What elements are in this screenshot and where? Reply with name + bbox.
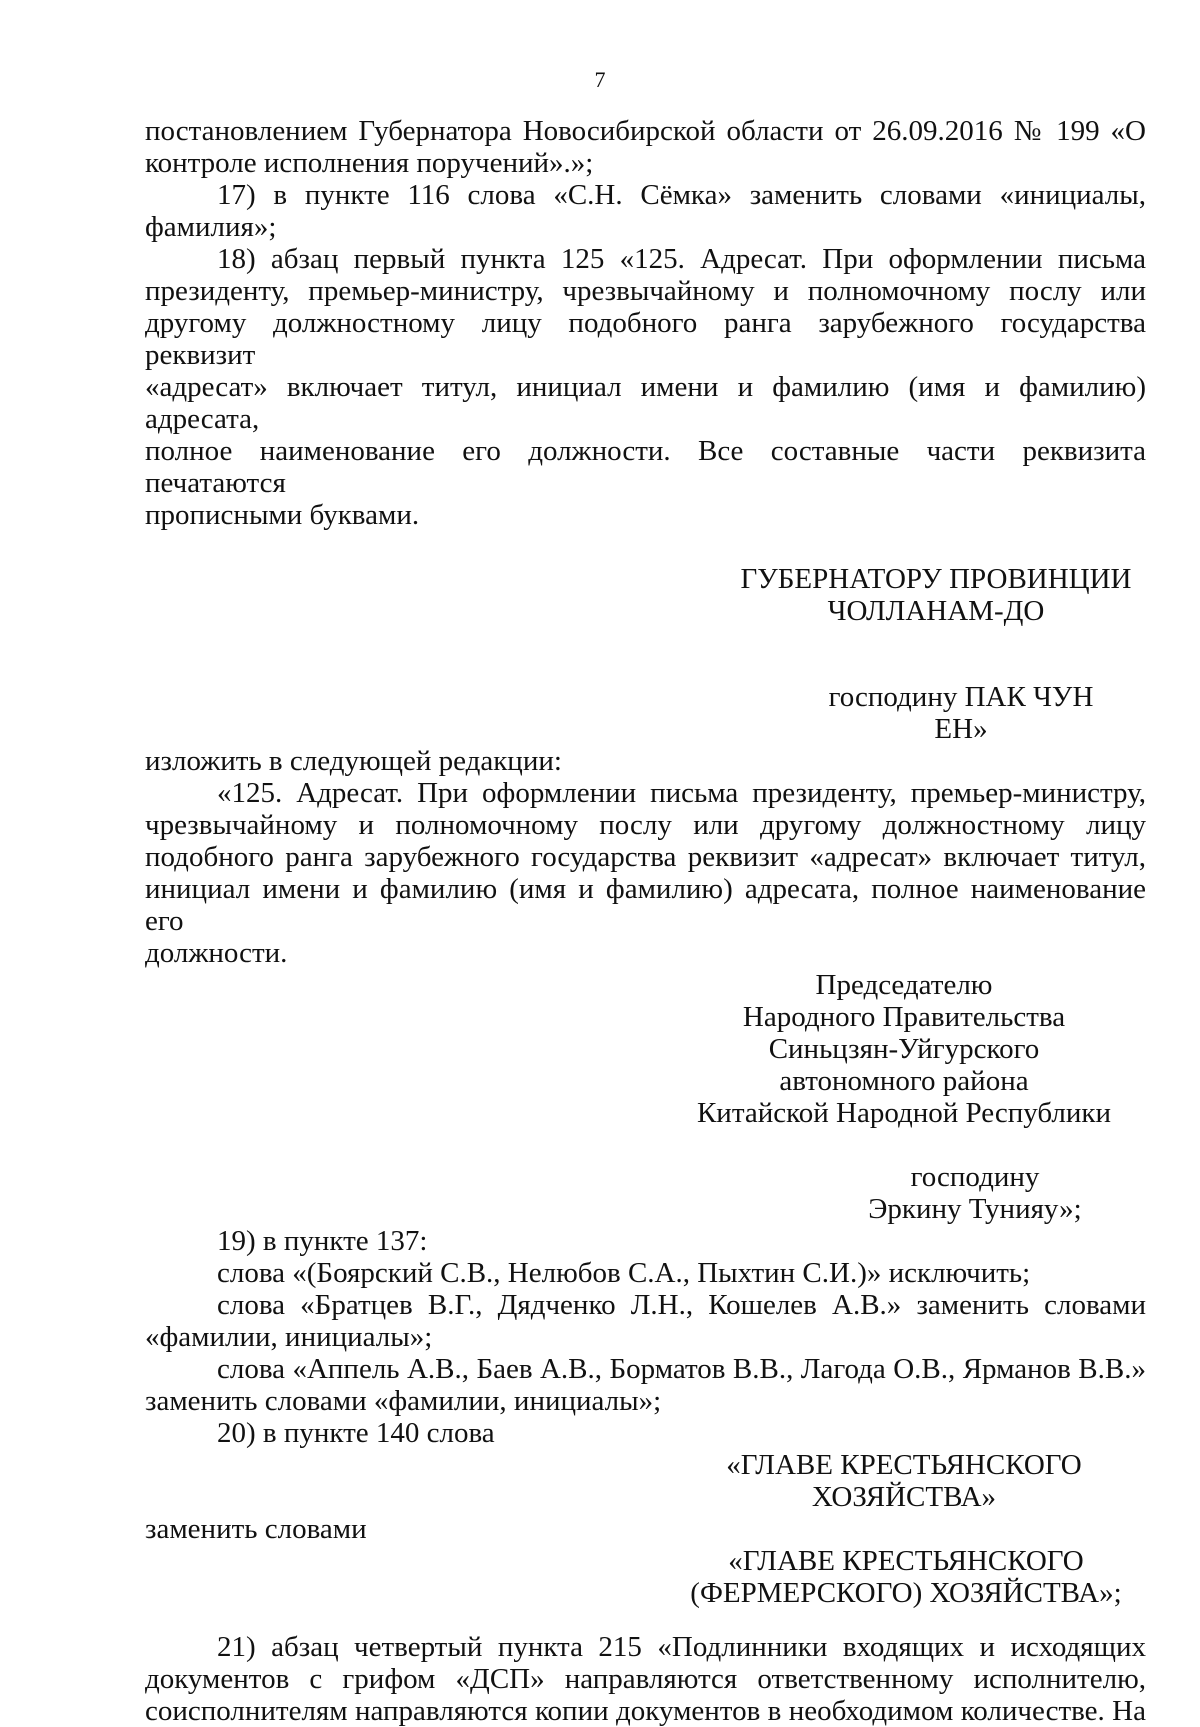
paragraph-line: контроле исполнения поручений».»; [145,147,594,179]
addressee-line: господину ПАК ЧУН ЕН» [828,681,1094,745]
addressee-line: господину [910,1161,1040,1193]
paragraph-line: документов с грифом «ДСП» направляются ответственному исполнителю, [145,1663,1146,1695]
paragraph-line: другому должностному лицу подобного ранга зарубежного государства реквизит [145,307,1146,371]
paragraph-line: слова «Братцев В.Г., Дядченко Л.Н., Кошелев А.В.» заменить словами [217,1289,1146,1321]
paragraph-line: слова «Аппель А.В., Баев А.В., Борматов В.В., Лагода О.В., Ярманов В.В.» [217,1353,1146,1385]
paragraph-line: «адресат» включает титул, инициал имени и фамилию (имя и фамилию) адресата, [145,371,1146,435]
addressee-line: «ГЛАВЕ КРЕСТЬЯНСКОГО [728,1545,1084,1577]
paragraph-line: 21) абзац четвертый пункта 215 «Подлинники входящих и исходящих [217,1631,1146,1663]
paragraph-line: 18) абзац первый пункта 125 «125. Адресат. При оформлении письма [217,243,1146,275]
paragraph-line: прописными буквами. [145,499,420,531]
paragraph-line: постановлением Губернатора Новосибирской области от 26.09.2016 № 199 «О [145,115,1146,147]
paragraph-line: должности. [145,937,288,969]
paragraph-line: слова «(Боярский С.В., Нелюбов С.А., Пыхтин С.И.)» исключить; [217,1257,1031,1289]
addressee-line: ГУБЕРНАТОРУ ПРОВИНЦИИ [740,563,1132,595]
paragraph-line: подобного ранга зарубежного государства реквизит «адресат» включает титул, [145,841,1146,873]
paragraph-line: инициал имени и фамилию (имя и фамилию) адресата, полное наименование его [145,873,1146,937]
paragraph-line: изложить в следующей редакции: [145,745,562,777]
addressee-line: автономного района [779,1065,1029,1097]
paragraph-line: полное наименование его должности. Все составные части реквизита печатаются [145,435,1146,499]
document-body [145,115,1146,1727]
page-number: 7 [594,67,606,92]
addressee-line: (ФЕРМЕРСКОГО) ХОЗЯЙСТВА»; [690,1577,1122,1609]
paragraph-line: «125. Адресат. При оформлении письма президенту, премьер-министру, [217,777,1146,809]
paragraph-line: «фамилии, инициалы»; [145,1321,433,1353]
addressee-line: Синьцзян-Уйгурского [768,1033,1040,1065]
paragraph-line: заменить словами «фамилии, инициалы»; [145,1385,662,1417]
paragraph-line: 19) в пункте 137: [217,1225,428,1257]
paragraph-line: фамилия»; [145,211,277,243]
paragraph-line: заменить словами [145,1513,367,1545]
addressee-line: Китайской Народной Республики [696,1097,1112,1129]
paragraph-line: соисполнителям направляются копии документов в необходимом количестве. На [145,1695,1146,1727]
paragraph-line: президенту, премьер-министру, чрезвычайному и полномочному послу или [145,275,1146,307]
addressee-line: Народного Правительства [742,1001,1066,1033]
addressee-line: Председателю [815,969,993,1001]
addressee-line: Эркину Тунияу»; [868,1193,1082,1225]
addressee-line: ХОЗЯЙСТВА» [811,1481,997,1513]
paragraph-line: 20) в пункте 140 слова [217,1417,495,1449]
addressee-line: ЧОЛЛАНАМ-ДО [827,595,1045,627]
paragraph-line: 17) в пункте 116 слова «С.Н. Сёмка» заменить словами «инициалы, [217,179,1146,211]
addressee-line: «ГЛАВЕ КРЕСТЬЯНСКОГО [726,1449,1082,1481]
paragraph-line: чрезвычайному и полномочному послу или другому должностному лицу [145,809,1146,841]
